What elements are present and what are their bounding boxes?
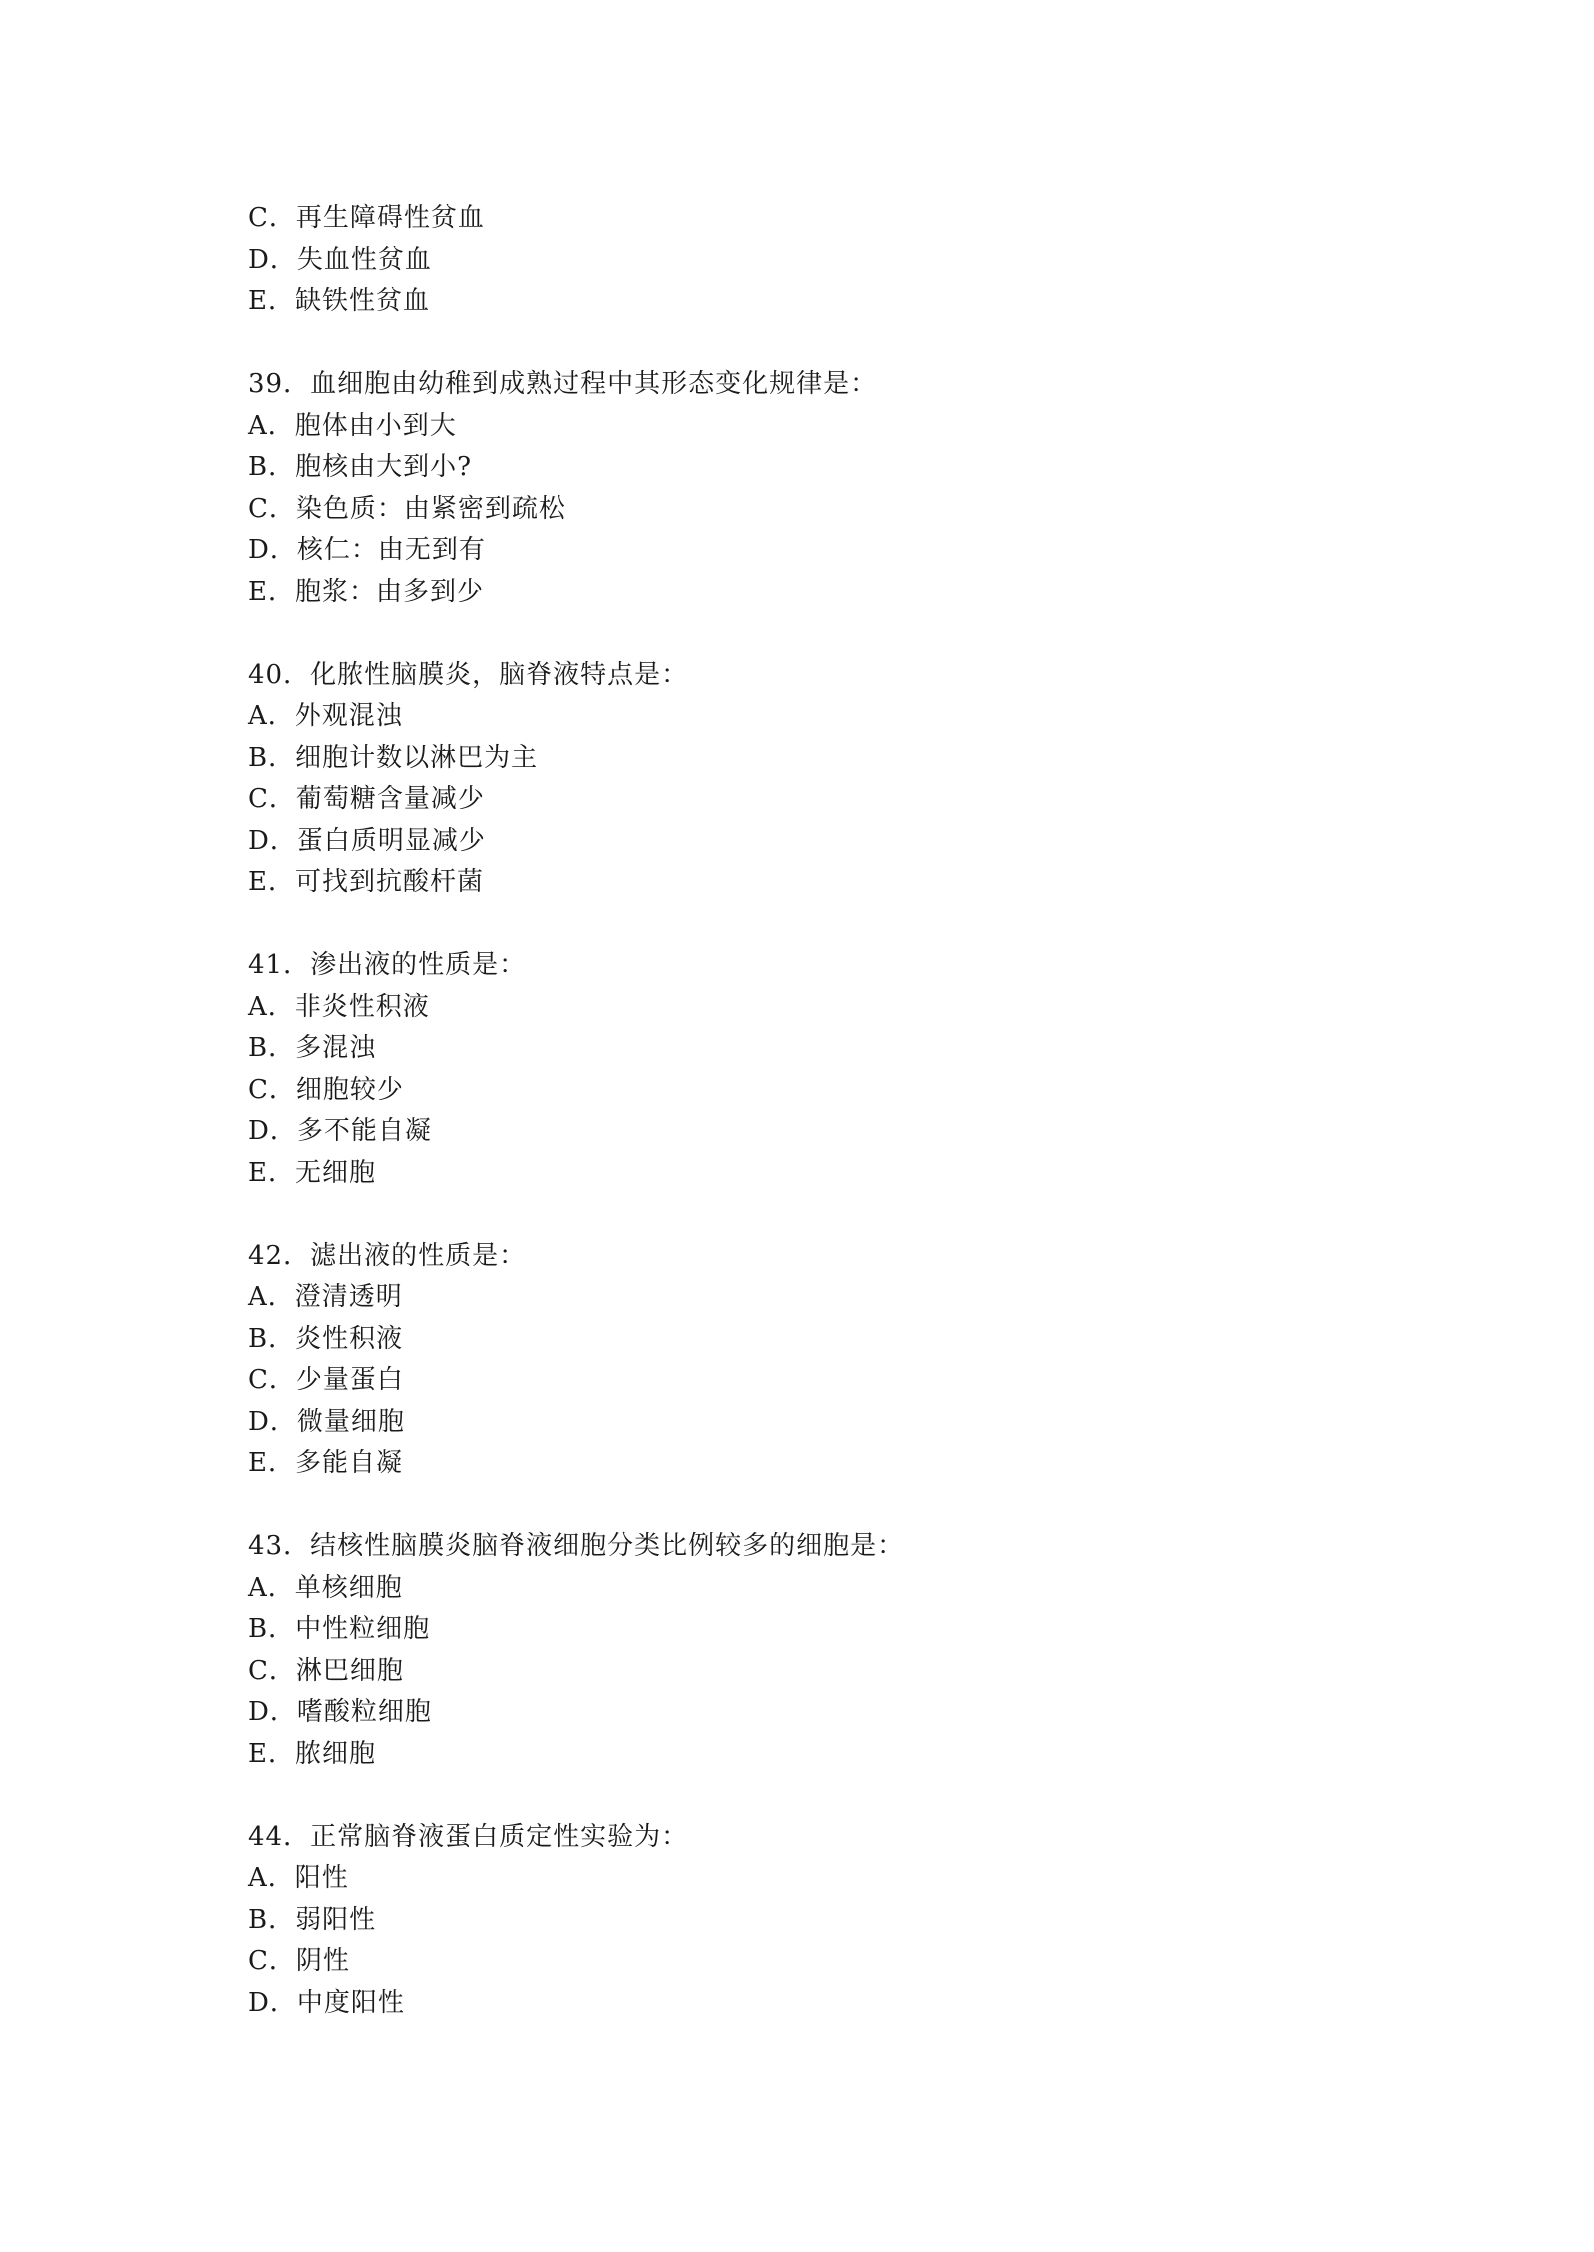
option-line: B．细胞计数以淋巴为主 [248,742,539,773]
option-line: C．淋巴细胞 [248,1655,404,1686]
option-line: E．缺铁性贫血 [248,286,430,316]
option-line: C．细胞较少 [248,1074,404,1105]
option-line: A．澄清透明 [248,1282,403,1312]
question-44 [248,1817,1448,2025]
option-line: D．蛋白质明显减少 [248,825,486,856]
question-stem: 42．滤出液的性质是： [248,1240,527,1271]
question-42 [248,1236,1448,1485]
question-41 [248,945,1448,1194]
question-stem: 40．化脓性脑膜炎，脑脊液特点是： [248,659,689,690]
option-line: A．胞体由小到大 [248,410,457,441]
spacer [248,323,1448,365]
option-line: A．阳性 [248,1863,349,1893]
option-line: D．多不能自凝 [248,1116,432,1146]
option-line: E．脓细胞 [248,1738,376,1769]
option-line: A．外观混浊 [248,701,403,731]
question-43 [248,1526,1448,1775]
spacer [248,1485,1448,1527]
option-line: C．葡萄糖含量减少 [248,784,485,814]
option-line: B．多混浊 [248,1033,377,1063]
option-line: C．染色质：由紧密到疏松 [248,493,566,524]
option-line: E．胞浆：由多到少 [248,576,484,607]
question-40 [248,655,1448,904]
question-stem: 43．结核性脑膜炎脑脊液细胞分类比例较多的细胞是： [248,1531,905,1561]
option-line: A．单核细胞 [248,1572,403,1603]
question-stem: 41．渗出液的性质是： [248,950,527,980]
option-line: E．无细胞 [248,1157,376,1188]
option-line: C．再生障碍性贫血 [248,203,485,233]
option-line: D．中度阳性 [248,1987,405,2018]
option-line: B．胞核由大到小? [248,452,473,482]
lead-options [248,198,1448,323]
option-line: B．炎性积液 [248,1323,404,1354]
option-line: A．非炎性积液 [248,991,430,1022]
option-line: B．中性粒细胞 [248,1614,431,1644]
spacer [248,1194,1448,1236]
spacer [248,613,1448,655]
question-39 [248,364,1448,613]
option-line: E．多能自凝 [248,1448,403,1478]
option-line: D．失血性贫血 [248,244,432,275]
question-stem: 44．正常脑脊液蛋白质定性实验为： [248,1821,689,1852]
option-line: E．可找到抗酸杆菌 [248,867,484,897]
option-line: B．弱阳性 [248,1904,377,1935]
option-line: C．少量蛋白 [248,1365,404,1395]
option-line: C．阴性 [248,1946,350,1976]
spacer [248,904,1448,946]
option-line: D．微量细胞 [248,1406,405,1437]
spacer [248,1775,1448,1817]
document-page [248,198,1448,2024]
option-line: D．嗜酸粒细胞 [248,1697,432,1727]
question-stem: 39．血细胞由幼稚到成熟过程中其形态变化规律是： [248,369,878,399]
option-line: D．核仁：由无到有 [248,535,486,565]
